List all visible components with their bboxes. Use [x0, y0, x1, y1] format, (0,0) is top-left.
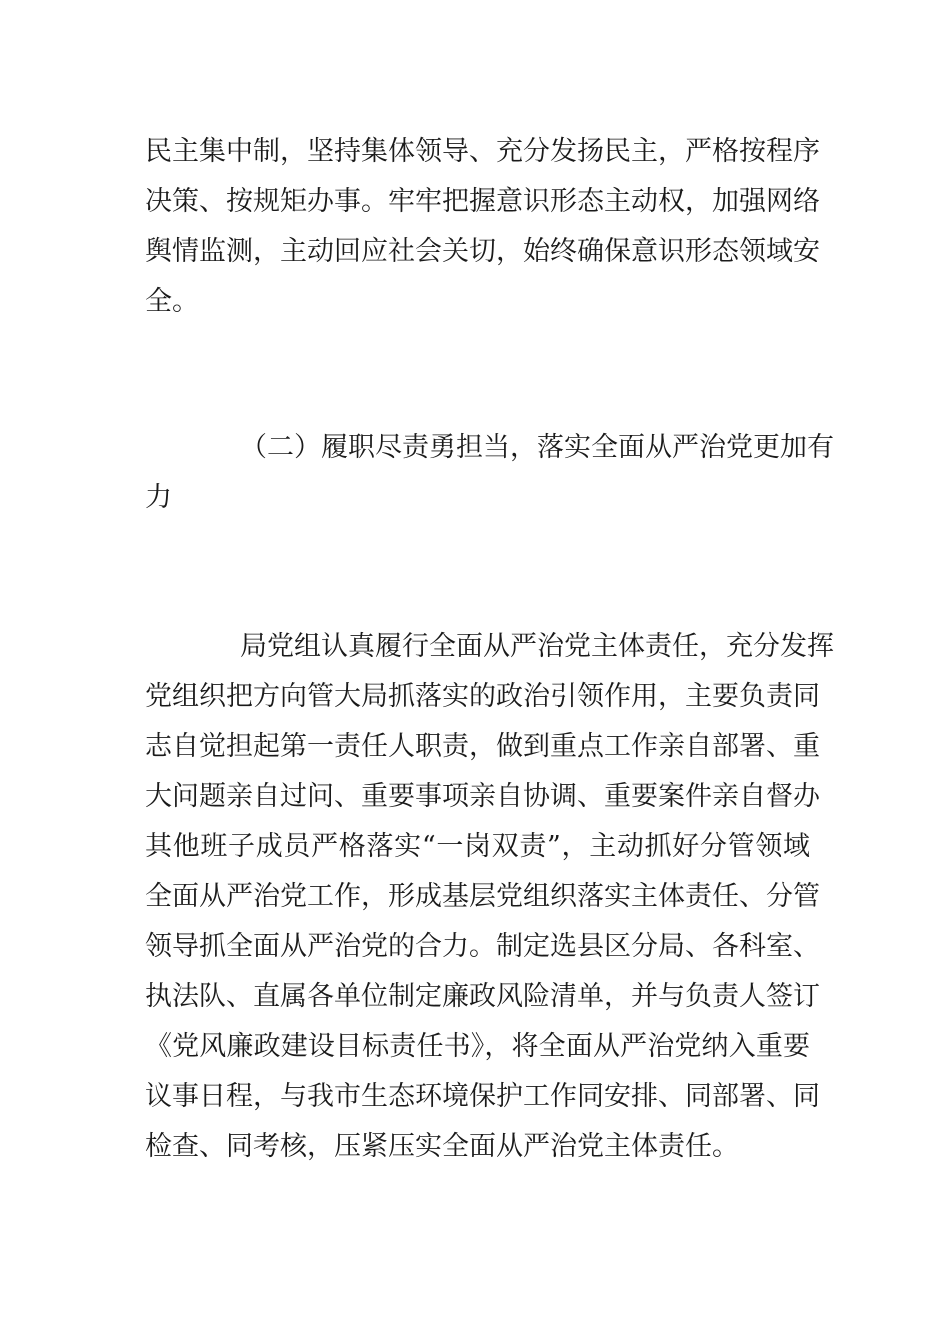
text-line: 其他班子成员严格落实“一岗双责”，主动抓好分管领域 — [145, 831, 810, 862]
text-line: 局党组认真履行全面从严治党主体责任，充分发挥 — [240, 631, 834, 662]
text-line: 民主集中制，坚持集体领导、充分发扬民主，严格按程序 — [145, 136, 820, 167]
paragraph-democratic-centralism — [145, 127, 820, 327]
text-line: 力 — [145, 482, 172, 513]
text-line: 《党风廉政建设目标责任书》，将全面从严治党纳入重要 — [145, 1031, 810, 1062]
text-line: 大问题亲自过问、重要事项亲自协调、重要案件亲自督办 — [145, 781, 820, 812]
text-line: 全面从严治党工作，形成基层党组织落实主体责任、分管 — [145, 881, 820, 912]
text-line: 舆情监测，主动回应社会关切，始终确保意识形态领域安 — [145, 236, 820, 267]
text-line: 全。 — [145, 286, 199, 317]
text-line: （二）履职尽责勇担当，落实全面从严治党更加有 — [240, 432, 834, 463]
section-heading-2 — [145, 423, 834, 523]
text-line: 领导抓全面从严治党的合力。制定选县区分局、各科室、 — [145, 931, 820, 962]
text-line: 决策、按规矩办事。牢牢把握意识形态主动权，加强网络 — [145, 186, 820, 217]
text-line: 党组织把方向管大局抓落实的政治引领作用，主要负责同 — [145, 681, 820, 712]
paragraph-party-responsibility — [145, 622, 834, 1172]
text-line: 执法队、直属各单位制定廉政风险清单，并与负责人签订 — [145, 981, 820, 1012]
text-line: 检查、同考核，压紧压实全面从严治党主体责任。 — [145, 1131, 739, 1162]
text-line: 议事日程，与我市生态环境保护工作同安排、同部署、同 — [145, 1081, 820, 1112]
text-line: 志自觉担起第一责任人职责，做到重点工作亲自部署、重 — [145, 731, 820, 762]
